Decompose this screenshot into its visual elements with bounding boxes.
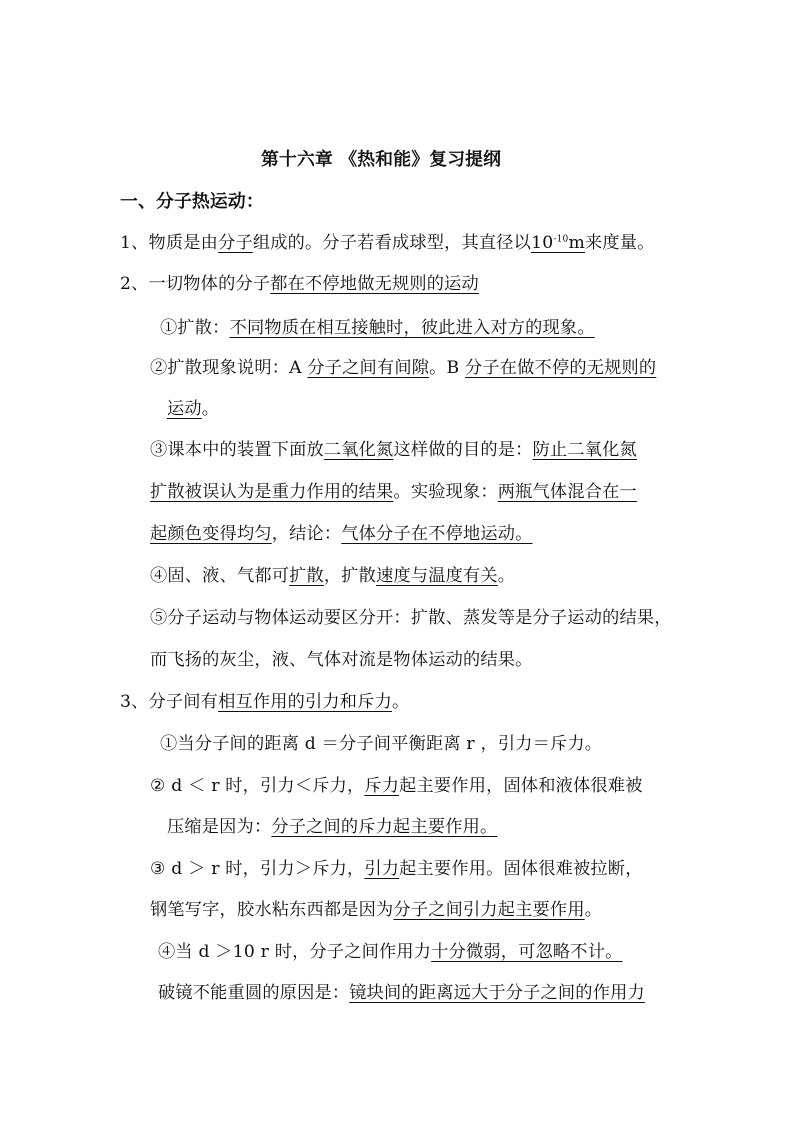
item-1 (120, 231, 655, 255)
point-distinguish-motion: ⑤分子运动与物体运动要区分开：扩散、蒸发等是分子运动的结果， (150, 608, 672, 628)
blank-answer-size: $10^{-10}m$ (531, 233, 585, 253)
blank-answer: 起颜色变得均匀 (150, 524, 272, 544)
text: 钢笔写字，胶水粘东西都是因为 (150, 900, 394, 920)
blank-answer: 二氧化氮 (323, 440, 394, 460)
text: 。 (584, 900, 603, 920)
blank-answer: 分子在做不停的无规则的 (465, 358, 657, 378)
point-states-diffuse (150, 564, 515, 588)
text: ①扩散： (160, 318, 230, 338)
text: 这样做的目的是： (393, 440, 533, 460)
point-experiment (150, 438, 637, 462)
text: ③课本中的装置下面放 (150, 440, 324, 460)
page-title: 第十六章 《热和能》复习提纲 (261, 149, 502, 170)
text: 起主要作用。固体很难被拉断， (399, 859, 643, 879)
point-diffusion (160, 316, 595, 340)
point-experiment-cont-1 (150, 480, 637, 504)
point-distinguish-motion-cont: 而飞扬的灰尘，液、气体对流是物体运动的结果。 (150, 650, 533, 670)
text: 组成的。分子若看成球型，其直径以 (252, 233, 532, 253)
blank-answer: 斥力 (364, 776, 400, 796)
blank-answer: 镜块间的距离远大于分子之间的作用力 (349, 983, 645, 1003)
blank-answer: 分子之间引力起主要作用 (393, 900, 585, 920)
point-diffusion-explains (150, 356, 656, 380)
text: 破镜不能重圆的原因是： (158, 983, 350, 1003)
text: 来度量。 (584, 233, 655, 253)
blank-answer: 气体分子在不停地运动。 (341, 524, 533, 544)
text: 。实验现象： (393, 482, 498, 502)
item-2 (120, 272, 479, 296)
text: ②扩散现象说明：A (150, 358, 308, 378)
point-broken-mirror (158, 981, 645, 1005)
text: ② d ＜ r 时，引力＜斥力， (150, 776, 365, 796)
blank-answer: 分子之间的斥力起主要作用。 (271, 817, 498, 837)
point-attraction-dominant (150, 857, 643, 881)
text: ，扩散 (323, 566, 377, 586)
blank-answer: 不同物质在相互接触时，彼此进入对方的现象。 (229, 318, 595, 338)
point-repulsion-dominant (150, 774, 643, 798)
item-3 (120, 690, 409, 714)
point-repulsion-dominant-cont (167, 815, 497, 839)
blank-answer: 运动 (167, 399, 202, 419)
text: 。B (429, 358, 465, 378)
blank-answer: 都在不停地做无规则的运动 (270, 274, 479, 294)
text: ④当 d ＞10 r 时，分子之间作用力 (158, 942, 432, 962)
text: 起主要作用，固体和液体很难被 (399, 776, 643, 796)
point-negligible-force (158, 940, 622, 964)
text: 。 (391, 692, 410, 712)
text: 。 (497, 566, 516, 586)
blank-answer: 十分微弱，可忽略不计。 (431, 942, 623, 962)
text: 3、分子间有 (120, 692, 219, 712)
text: ④固、液、气都可 (150, 566, 290, 586)
blank-answer: 分子 (218, 233, 253, 253)
text: ，结论： (271, 524, 342, 544)
text: 2、一切物体的分子 (120, 274, 271, 294)
point-experiment-cont-2 (150, 522, 533, 546)
blank-answer: 相互作用的引力和斥力 (218, 692, 392, 712)
point-attraction-dominant-cont (150, 898, 602, 922)
blank-answer: 两瓶气体混合在一 (497, 482, 637, 502)
section-heading-molecular-motion: 一、分子热运动： (120, 191, 264, 212)
point-equilibrium-distance: ①当分子间的距离 d ＝分子间平衡距离 r ，引力＝斥力。 (160, 734, 603, 754)
text: 。 (201, 399, 220, 419)
text: 1、物质是由 (120, 233, 219, 253)
blank-answer: 引力 (364, 859, 400, 879)
blank-answer: 防止二氧化氮 (532, 440, 637, 460)
blank-answer: 分子之间有间隙 (307, 358, 430, 378)
blank-answer: 扩散被误认为是重力作用的结果 (150, 482, 394, 502)
point-diffusion-explains-cont (167, 397, 219, 421)
blank-answer: 扩散 (289, 566, 324, 586)
text: ③ d ＞ r 时，引力＞斥力， (150, 859, 365, 879)
blank-answer: 速度与温度有关 (376, 566, 498, 586)
text: 压缩是因为： (167, 817, 272, 837)
